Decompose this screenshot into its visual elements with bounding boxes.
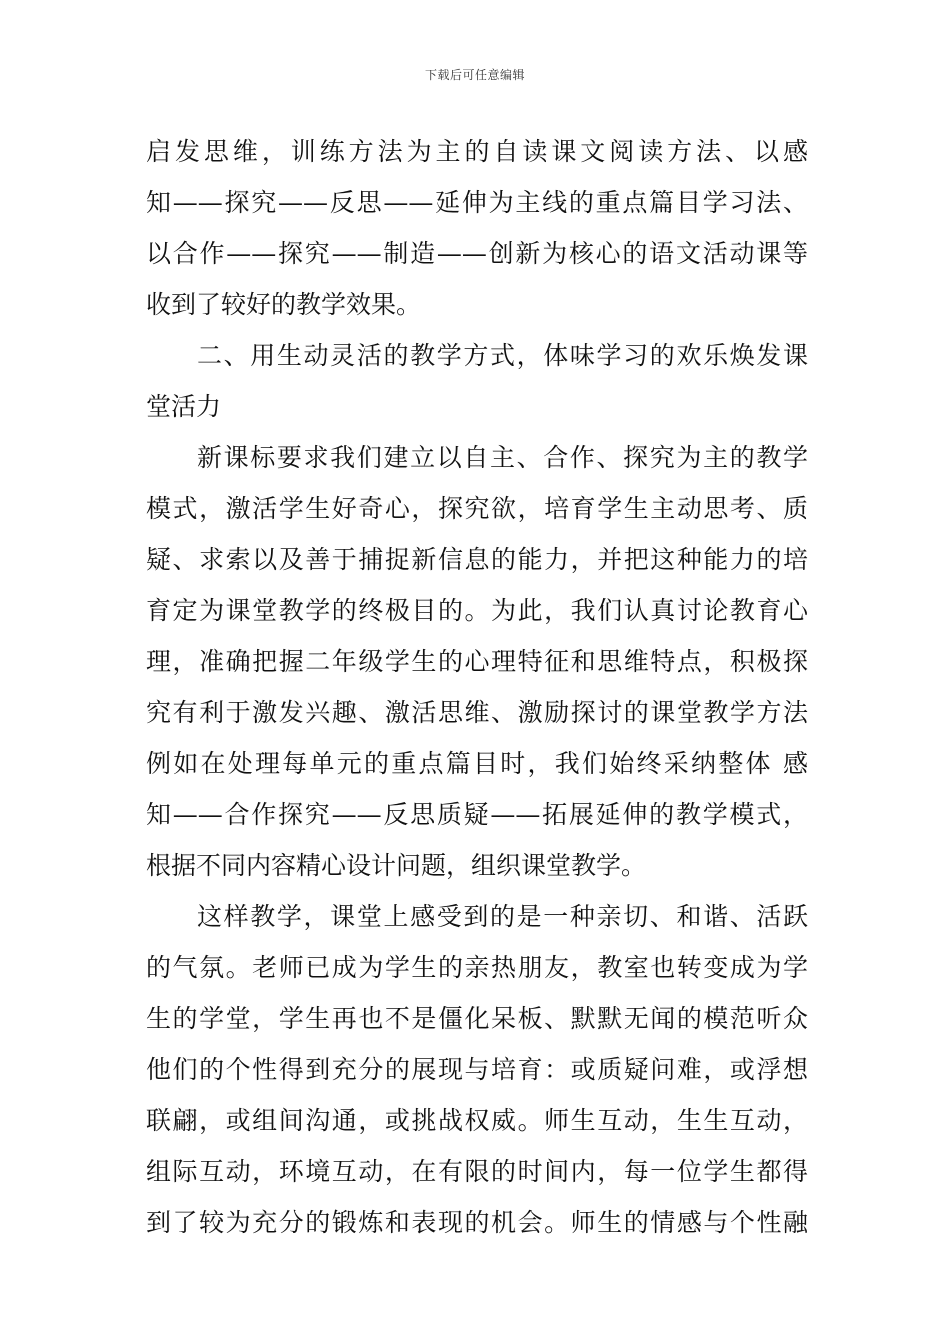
- text-line: 收到了较好的教学效果。: [146, 290, 422, 319]
- text-line: 理，准确把握二年级学生的心理特征和思维特点，积极探: [146, 647, 808, 676]
- text-line: 知——探究——反思——延伸为主线的重点篇目学习法、: [146, 188, 808, 217]
- section-heading-line: 二、用生动灵活的教学方式，体味学习的欢乐焕发课: [197, 341, 808, 370]
- text-line: 到了较为充分的锻炼和表现的机会。师生的情感与个性融: [146, 1208, 808, 1237]
- text-line: 联翩，或组间沟通，或挑战权威。师生互动，生生互动，: [146, 1106, 808, 1135]
- text-line: 的气氛。老师已成为学生的亲热朋友，教室也转变成为学: [146, 953, 808, 982]
- text-line: 疑、求索以及善于捕捉新信息的能力，并把这种能力的培: [146, 545, 808, 574]
- text-line: 启发思维，训练方法为主的自读课文阅读方法、以感: [146, 137, 808, 166]
- text-line: 组际互动，环境互动，在有限的时间内，每一位学生都得: [146, 1157, 808, 1186]
- text-line: 育定为课堂教学的终极目的。为此，我们认真讨论教育心: [146, 596, 808, 625]
- text-line: 这样教学，课堂上感受到的是一种亲切、和谐、活跃: [197, 902, 808, 931]
- text-line: 新课标要求我们建立以自主、合作、探究为主的教学: [197, 443, 808, 472]
- section-heading-line: 堂活力: [146, 392, 222, 421]
- text-line: 生的学堂，学生再也不是僵化呆板、默默无闻的模范听众: [146, 1004, 808, 1033]
- text-line: 以合作——探究——制造——创新为核心的语文活动课等: [146, 239, 808, 268]
- text-line: 究有利于激发兴趣、激活思维、激励探讨的课堂教学方法: [146, 698, 808, 727]
- text-line: 他们的个性得到充分的展现与培育：或质疑问难，或浮想: [146, 1055, 808, 1084]
- document-body: [146, 126, 808, 1248]
- text-line: 例如在处理每单元的重点篇目时，我们始终采纳整体 感: [146, 749, 808, 778]
- text-line: 知——合作探究——反思质疑——拓展延伸的教学模式，: [146, 800, 808, 829]
- text-line: 根据不同内容精心设计问题，组织课堂教学。: [146, 851, 647, 880]
- page-header: 下载后可任意编辑: [424, 68, 525, 82]
- text-line: 模式，激活学生好奇心，探究欲，培育学生主动思考、质: [146, 494, 808, 523]
